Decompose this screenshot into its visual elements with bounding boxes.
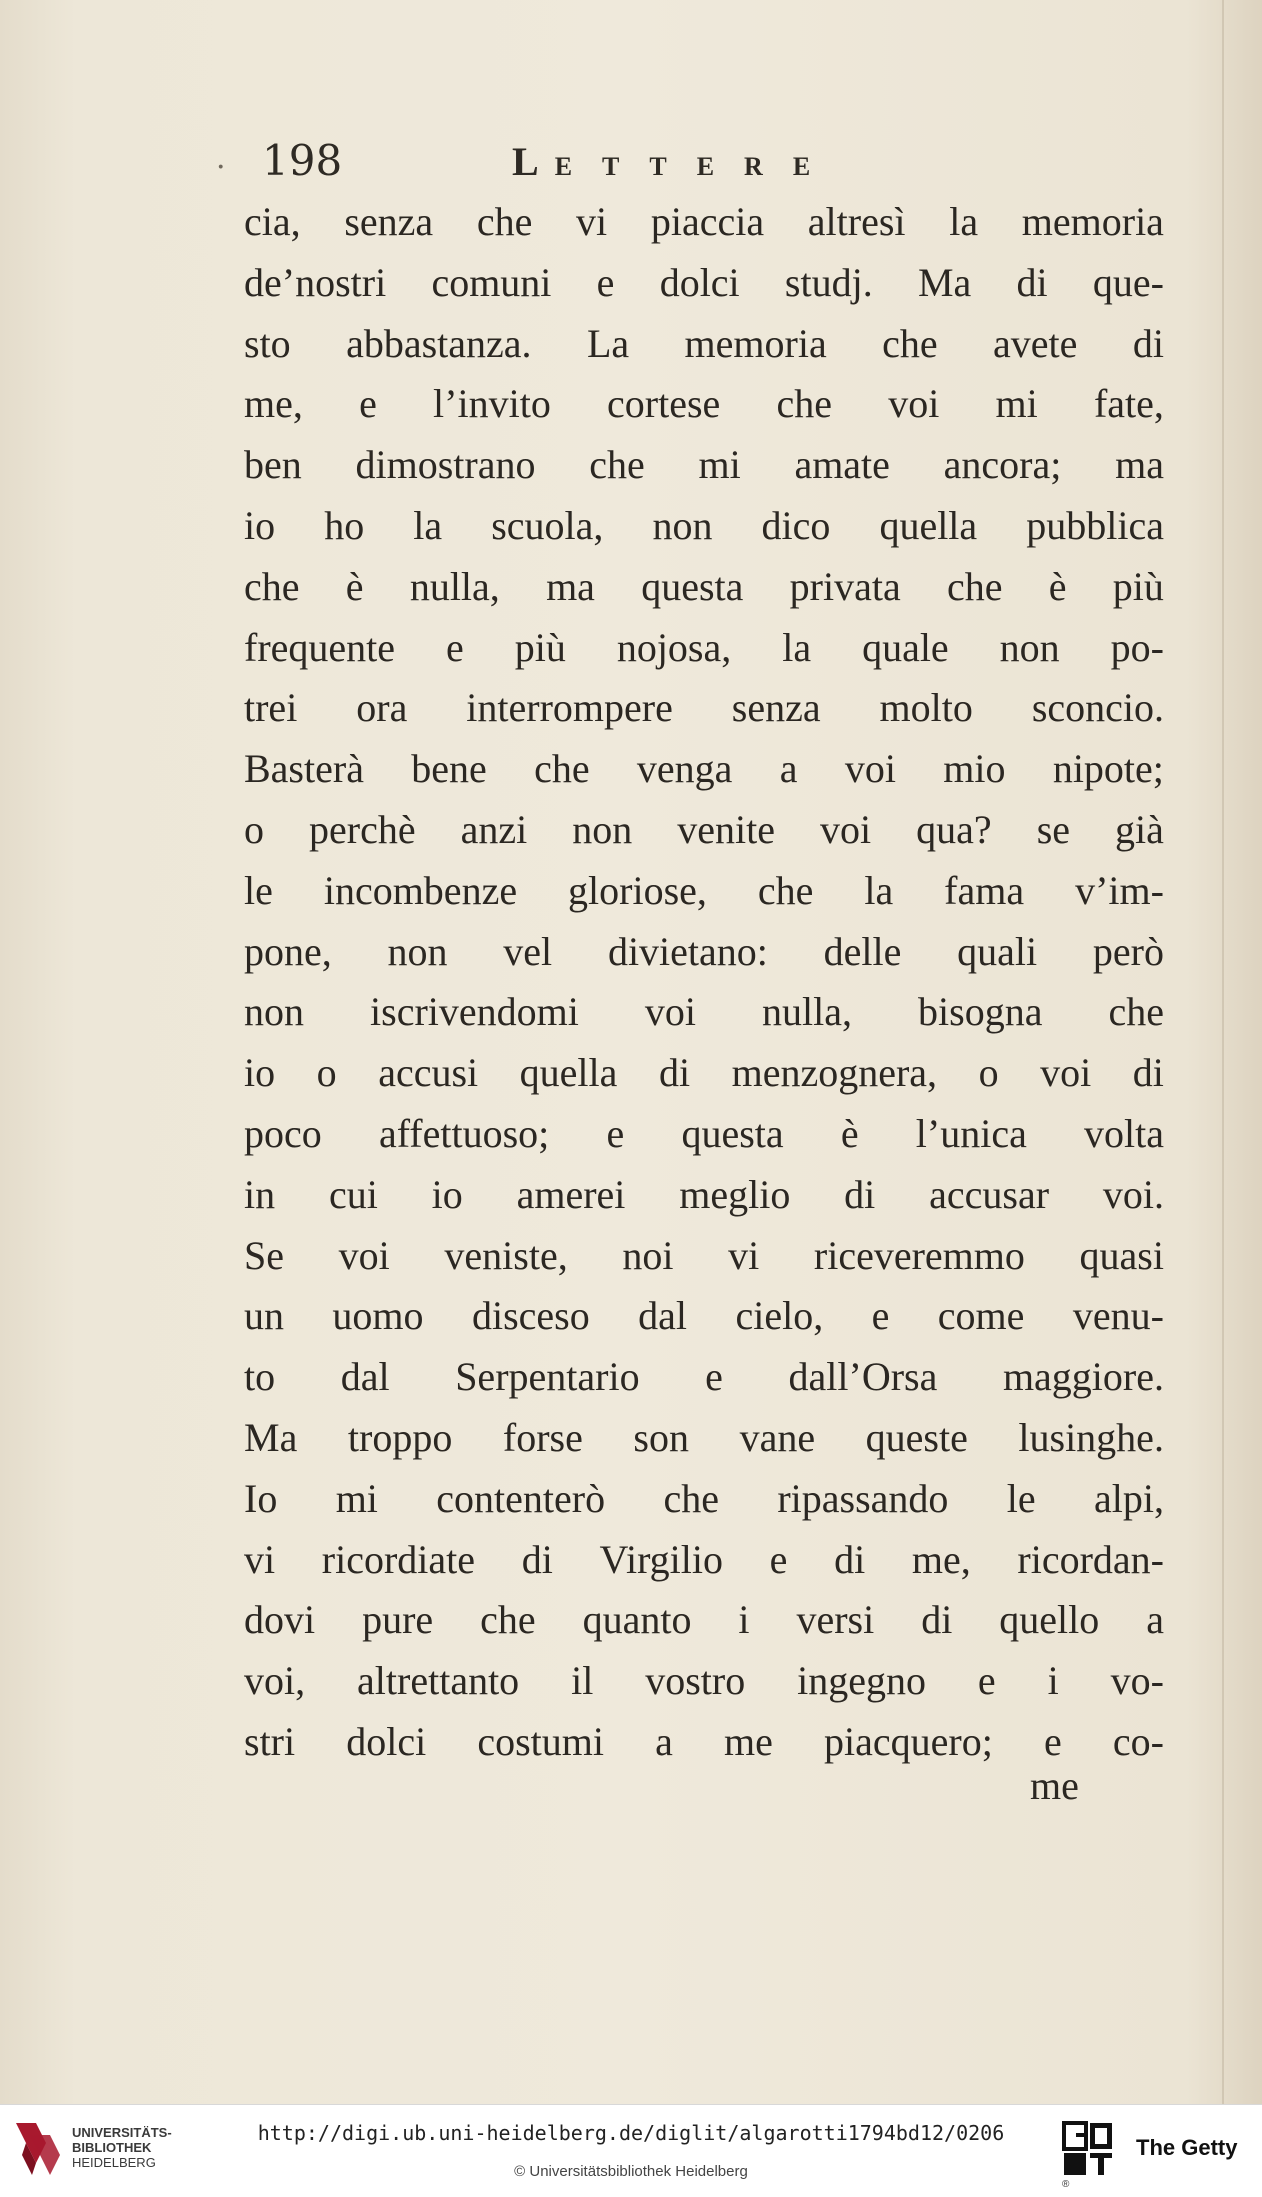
- getty-label: The Getty: [1136, 2135, 1238, 2160]
- text-line: dovi pure che quanto i versi di quello a: [244, 1597, 1164, 1643]
- text-line: stri dolci costumi a me piacquero; e co-: [244, 1718, 1164, 1764]
- text-line: vi ricordiate di Virgilio e di me, ricordan-: [244, 1536, 1164, 1582]
- running-head: [512, 138, 840, 185]
- text-line: Io mi contenterò che ripassando le alpi,: [244, 1475, 1164, 1521]
- text-line: Basterà bene che venga a voi mio nipote;: [244, 746, 1164, 792]
- text-line: trei ora interrompere senza molto sconcio.: [244, 685, 1164, 731]
- text-line: cia, senza che vi piaccia altresì la memoria: [244, 199, 1164, 244]
- text-line: me, e l’invito cortese che voi mi fate,: [244, 381, 1164, 427]
- letter-body-text: [244, 192, 1164, 1773]
- text-line: frequente e più nojosa, la quale non po-: [244, 624, 1164, 670]
- text-line: poco affettuoso; e questa è l’unica volta: [244, 1110, 1164, 1156]
- text-line: io ho la scuola, non dico quella pubblica: [244, 502, 1164, 548]
- text-line: pone, non vel divietano: delle quali però: [244, 928, 1164, 974]
- page-edge: [1222, 0, 1224, 2104]
- catchword: me: [1030, 1763, 1079, 1808]
- text-line: ben dimostrano che mi amate ancora; ma: [244, 442, 1164, 488]
- running-head-rest: ETTERE: [554, 152, 841, 181]
- text-line: to dal Serpentario e dall’Orsa maggiore.: [244, 1354, 1164, 1400]
- text-line: che è nulla, ma questa privata che è più: [244, 563, 1164, 609]
- text-line: in cui io amerei meglio di accusar voi.: [244, 1171, 1164, 1217]
- library-name-line2: BIBLIOTHEK: [72, 2140, 152, 2155]
- text-line: sto abbastanza. La memoria che avete di: [244, 320, 1164, 366]
- page-number: 198: [262, 136, 343, 185]
- getty-logo-icon: [1062, 2121, 1114, 2177]
- text-line: o perchè anzi non venite voi qua? se già: [244, 806, 1164, 852]
- library-name-line1: UNIVERSITÄTS-: [72, 2125, 172, 2140]
- text-line: un uomo disceso dal cielo, e come venu-: [244, 1293, 1164, 1339]
- margin-dot: ·: [216, 150, 226, 185]
- permalink-url[interactable]: http://digi.ub.uni-heidelberg.de/diglit/algarotti1794bd12/0206: [257, 2121, 1005, 2145]
- viewer-footer: [0, 2104, 1262, 2197]
- page-header: [216, 136, 1170, 196]
- text-line: voi, altrettanto il vostro ingegno e i vo-: [244, 1658, 1164, 1704]
- text-line: non iscrivendomi voi nulla, bisogna che: [244, 989, 1164, 1035]
- registered-mark: ®: [1062, 2179, 1070, 2190]
- text-line: de’nostri comuni e dolci studj. Ma di que-: [244, 259, 1164, 305]
- running-head-initial: L: [512, 139, 541, 184]
- text-line: Se voi veniste, noi vi riceveremmo quasi: [244, 1232, 1164, 1278]
- copyright-notice: © Universitätsbibliothek Heidelberg: [514, 2163, 748, 2180]
- text-line: io o accusi quella di menzognera, o voi di: [244, 1050, 1164, 1096]
- text-line: Ma troppo forse son vane queste lusinghe.: [244, 1414, 1164, 1460]
- library-name-line3: HEIDELBERG: [72, 2155, 156, 2170]
- text-line: le incombenze gloriose, che la fama v’im-: [244, 867, 1164, 913]
